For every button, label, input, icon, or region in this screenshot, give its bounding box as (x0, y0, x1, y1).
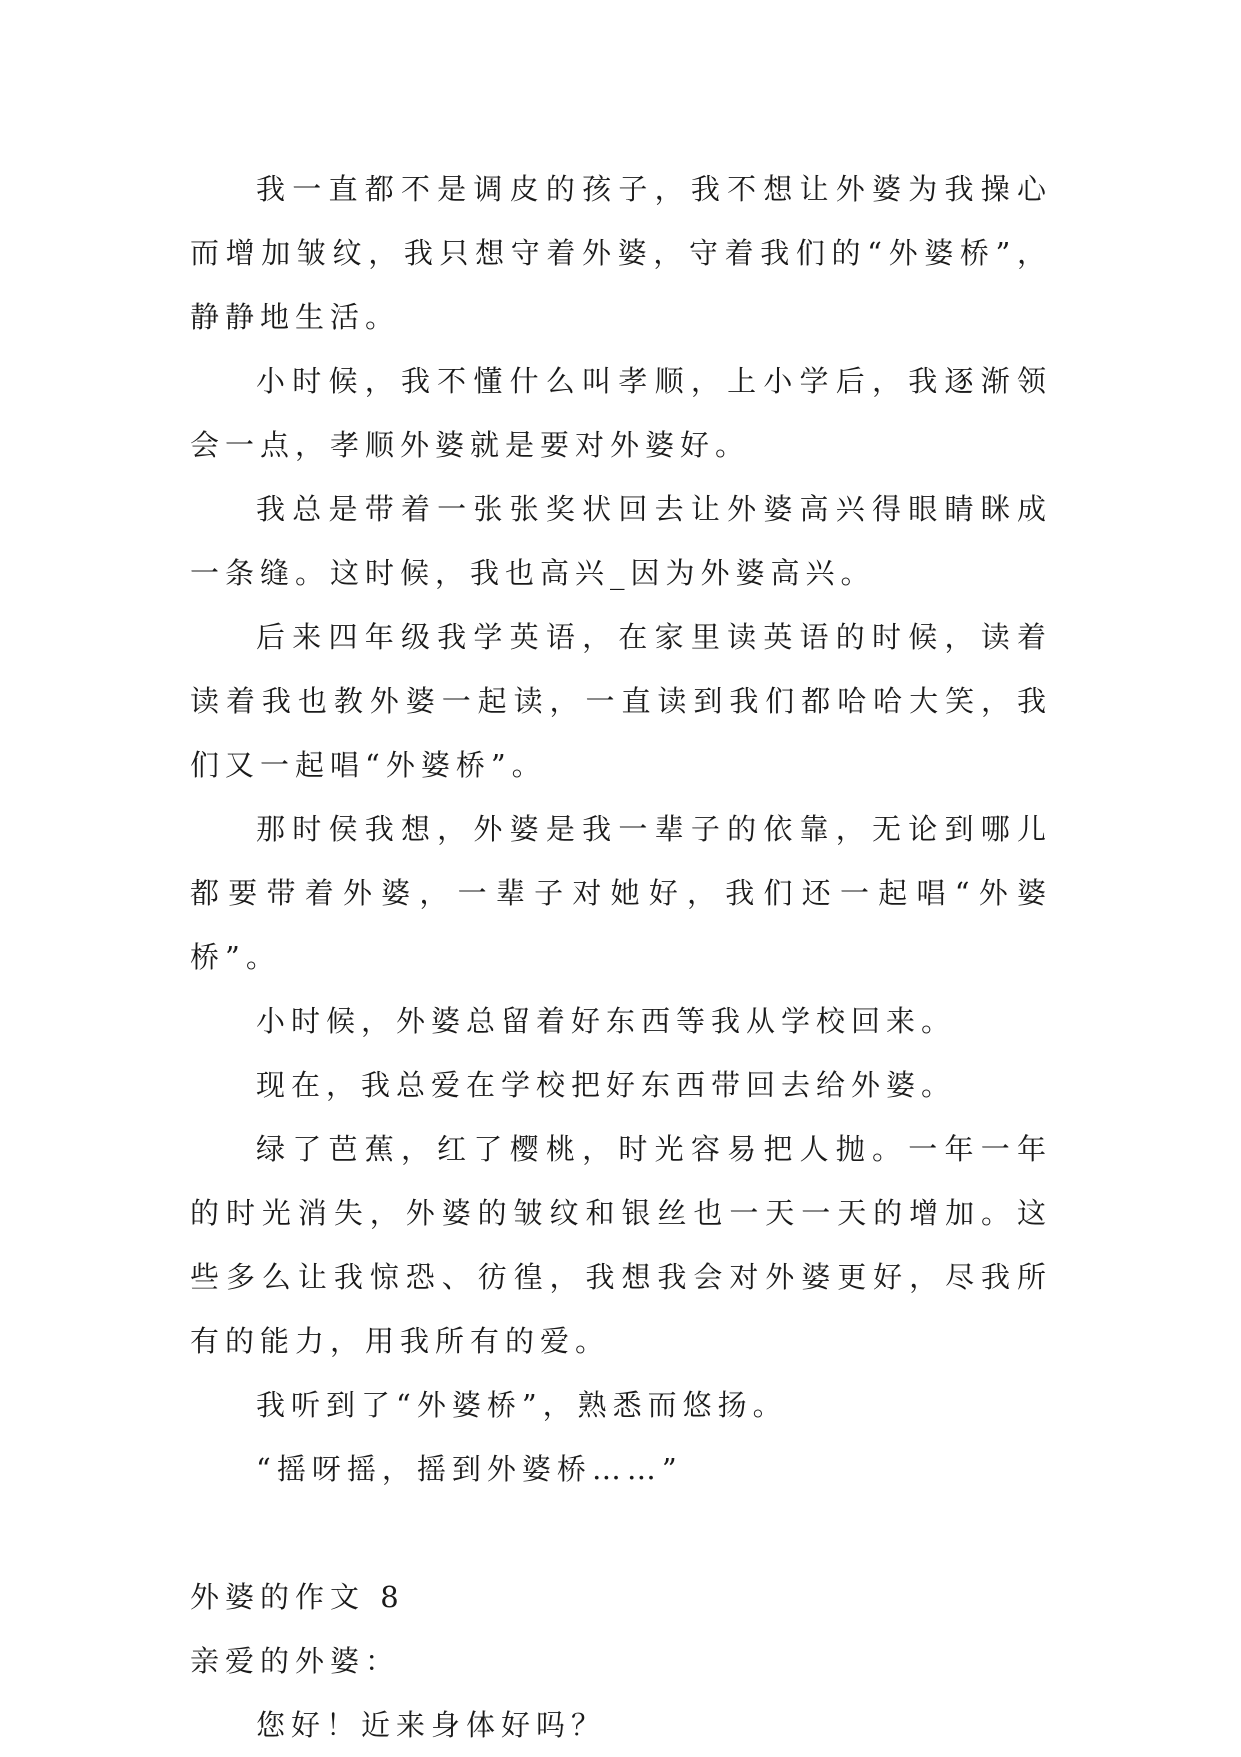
paragraph-10: “摇呀摇，摇到外婆桥……” (256, 1452, 683, 1486)
paragraph-8: 绿了芭蕉，红了樱桃，时光容易把人抛。一年一年的时光消失，外婆的皱纹和银丝也一天一天的增加。这些多么让我惊恐、彷徨，我想我会对外婆更好，尽我所有的能力，用我所有的爱。 (190, 1132, 1052, 1358)
greeting: 您好！近来身体好吗？ (256, 1708, 607, 1742)
paragraph-4: 后来四年级我学英语，在家里读英语的时候，读着读着我也教外婆一起读，一直读到我们都哈哈大笑，我们又一起唱“外婆桥”。 (190, 620, 1052, 782)
paragraph-9: 我听到了“外婆桥”，熟悉而悠扬。 (256, 1388, 788, 1422)
paragraph-7: 现在，我总爱在学校把好东西带回去给外婆。 (256, 1068, 957, 1102)
section-title: 外婆的作文 8 (190, 1580, 405, 1614)
document-body (190, 157, 1052, 1757)
paragraph-2: 小时候，我不懂什么叫孝顺，上小学后，我逐渐领会一点，孝顺外婆就是要对外婆好。 (190, 364, 1052, 462)
paragraph-5: 那时侯我想，外婆是我一辈子的依靠，无论到哪儿都要带着外婆，一辈子对她好，我们还一起唱“外婆桥”。 (190, 812, 1052, 974)
paragraph-6: 小时候，外婆总留着好东西等我从学校回来。 (256, 1004, 957, 1038)
salutation: 亲爱的外婆： (190, 1644, 401, 1678)
paragraph-3: 我总是带着一张张奖状回去让外婆高兴得眼睛眯成一条缝。这时候，我也高兴_因为外婆高兴。 (190, 492, 1052, 590)
paragraph-1: 我一直都不是调皮的孩子，我不想让外婆为我操心而增加皱纹，我只想守着外婆，守着我们的“外婆桥”，静静地生活。 (190, 172, 1052, 334)
